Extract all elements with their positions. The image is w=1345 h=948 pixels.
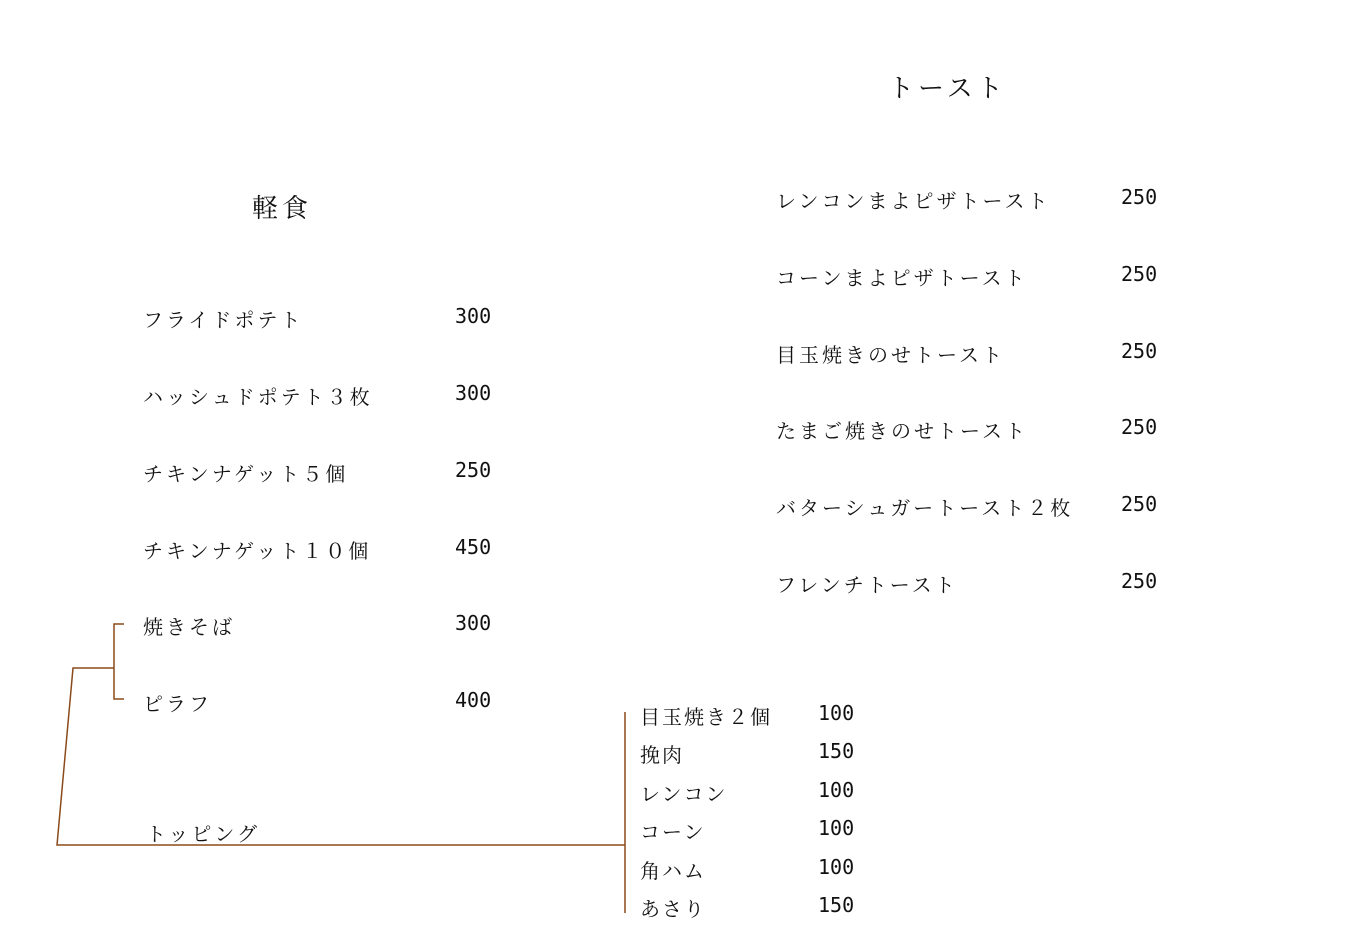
toast-name: たまご焼きのせトースト [776, 419, 1028, 443]
toast-name: コーンまよピザトースト [776, 266, 1028, 290]
light-meal-name: ピラフ [143, 692, 212, 716]
light-meal-price: 300 [455, 381, 492, 405]
light-meals-title: 軽食 [252, 194, 313, 224]
toast-name: レンコンまよピザトースト [776, 189, 1051, 213]
toast-price: 250 [1121, 339, 1158, 363]
light-meal-name: フライドポテト [143, 308, 304, 332]
light-meal-price: 300 [455, 611, 492, 635]
topping-price: 100 [818, 701, 855, 725]
topping-price: 100 [818, 855, 855, 879]
topping-price: 150 [818, 739, 855, 763]
topping-name: レンコン [640, 782, 728, 806]
topping-name: 角ハム [640, 859, 706, 883]
topping-price: 100 [818, 778, 855, 802]
toast-price: 250 [1121, 492, 1158, 516]
topping-label: トッピング [146, 822, 260, 846]
light-meal-price: 300 [455, 304, 492, 328]
toast-name: バターシュガートースト２枚 [776, 496, 1074, 520]
topping-price: 150 [818, 893, 855, 917]
light-meal-price: 250 [455, 458, 492, 482]
toast-price: 250 [1121, 262, 1158, 286]
light-meal-name: チキンナゲット１０個 [143, 539, 372, 563]
toast-price: 250 [1121, 415, 1158, 439]
toast-price: 250 [1121, 185, 1158, 209]
light-meal-price: 400 [455, 688, 492, 712]
topping-name: あさり [640, 897, 706, 921]
toast-price: 250 [1121, 569, 1158, 593]
toast-name: 目玉焼きのせトースト [776, 343, 1005, 367]
topping-name: 目玉焼き２個 [640, 705, 772, 729]
topping-name: コーン [640, 820, 706, 844]
topping-name: 挽肉 [640, 743, 684, 767]
light-meal-name: チキンナゲット５個 [143, 462, 349, 486]
light-meal-name: 焼きそば [143, 615, 235, 639]
bracket-yakisoba-pilaf [114, 624, 124, 699]
light-meal-name: ハッシュドポテト３枚 [143, 385, 373, 409]
toast-name: フレンチトースト [776, 573, 958, 597]
toast-title: トースト [888, 74, 1007, 104]
topping-price: 100 [818, 816, 855, 840]
light-meal-price: 450 [455, 535, 492, 559]
